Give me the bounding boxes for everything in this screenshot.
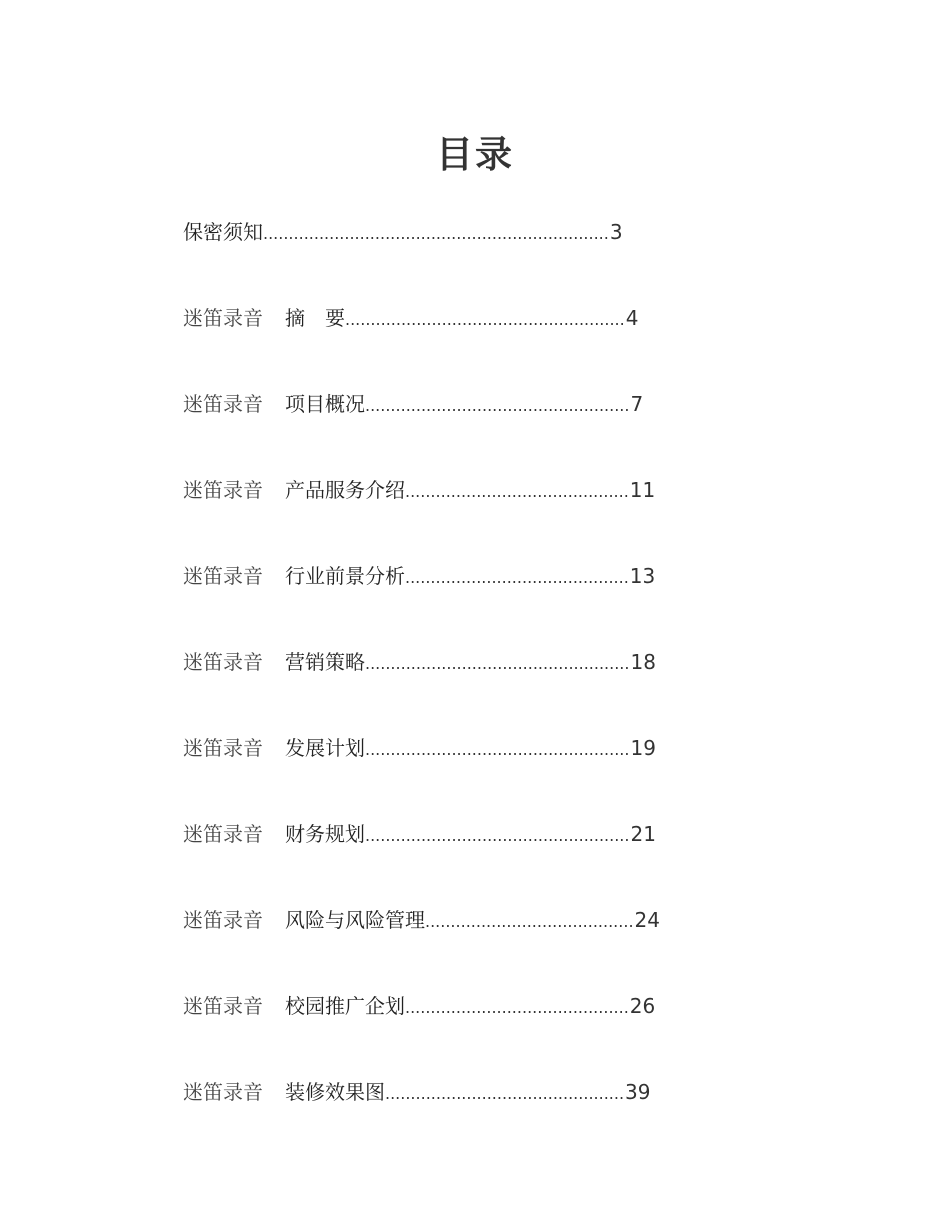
toc-entry-leader: .................................................... xyxy=(365,826,630,845)
toc-entry-leader: .................................................... xyxy=(365,654,630,673)
toc-entry-title: 装修效果图 xyxy=(285,1080,385,1104)
toc-entry-prefix: 迷笛录音 xyxy=(183,994,263,1018)
toc-entry-prefix: 迷笛录音 xyxy=(183,908,263,932)
toc-entry-leader: ............................................... xyxy=(385,1084,625,1103)
toc-entry-title: 项目概况 xyxy=(285,392,365,416)
toc-entry-prefix: 迷笛录音 xyxy=(183,736,263,760)
toc-entry-prefix: 迷笛录音 xyxy=(183,306,263,330)
toc-entry-title: 风险与风险管理 xyxy=(285,908,425,932)
toc-entry-title: 财务规划 xyxy=(285,822,365,846)
toc-entry-leader: ............................................ xyxy=(405,568,629,587)
toc-entry-prefix: 迷笛录音 xyxy=(183,650,263,674)
toc-entry-page-number: 18 xyxy=(630,650,656,674)
toc-entry-page-number: 19 xyxy=(630,736,656,760)
toc-entry-title: 产品服务介绍 xyxy=(285,478,405,502)
toc-entry-page-number: 24 xyxy=(634,908,660,932)
toc-entry-title: 摘 要 xyxy=(285,306,345,330)
toc-entry-prefix: 迷笛录音 xyxy=(183,1080,263,1104)
toc-entry-marketing-strategy[interactable] xyxy=(183,646,728,678)
toc-entry-page-number: 13 xyxy=(629,564,656,588)
toc-entry-campus-promotion[interactable] xyxy=(183,990,728,1022)
toc-entry-page-number: 11 xyxy=(629,478,656,502)
toc-entry-page-number: 3 xyxy=(609,220,623,244)
toc-entry-financial-planning[interactable] xyxy=(183,818,728,850)
toc-entry-page-number: 7 xyxy=(630,392,644,416)
toc-entry-prefix: 迷笛录音 xyxy=(183,564,263,588)
toc-entry-title: 营销策略 xyxy=(285,650,365,674)
toc-entry-page-number: 39 xyxy=(625,1080,651,1104)
toc-entry-leader: .................................................................... xyxy=(263,224,609,243)
toc-entry-decoration-renderings[interactable] xyxy=(183,1076,728,1108)
toc-entry-leader: ............................................ xyxy=(405,998,629,1017)
toc-entry-industry-outlook[interactable] xyxy=(183,560,728,592)
toc-entry-development-plan[interactable] xyxy=(183,732,728,764)
toc-entry-summary[interactable] xyxy=(183,302,728,334)
toc-entry-leader: ....................................................... xyxy=(345,310,625,329)
toc-entry-prefix: 迷笛录音 xyxy=(183,392,263,416)
toc-entry-leader: .................................................... xyxy=(365,396,630,415)
toc-entry-title: 发展计划 xyxy=(285,736,365,760)
toc-entry-products-services[interactable] xyxy=(183,474,728,506)
toc-entry-leader: ......................................... xyxy=(425,912,634,931)
toc-entry-prefix: 迷笛录音 xyxy=(183,478,263,502)
page-title: 目录 xyxy=(436,133,514,176)
toc-entry-leader: .................................................... xyxy=(365,740,630,759)
toc-entry-confidentiality[interactable] xyxy=(183,216,728,248)
toc-entry-title: 保密须知 xyxy=(183,220,263,244)
toc-entry-prefix: 迷笛录音 xyxy=(183,822,263,846)
toc-entry-project-overview[interactable] xyxy=(183,388,728,420)
toc-entry-title: 校园推广企划 xyxy=(285,994,405,1018)
toc-entry-risk-management[interactable] xyxy=(183,904,728,936)
toc-entry-leader: ............................................ xyxy=(405,482,629,501)
toc-entry-page-number: 21 xyxy=(630,822,656,846)
toc-entry-title: 行业前景分析 xyxy=(285,564,405,588)
toc-entry-page-number: 4 xyxy=(625,306,639,330)
toc-entry-page-number: 26 xyxy=(629,994,656,1018)
